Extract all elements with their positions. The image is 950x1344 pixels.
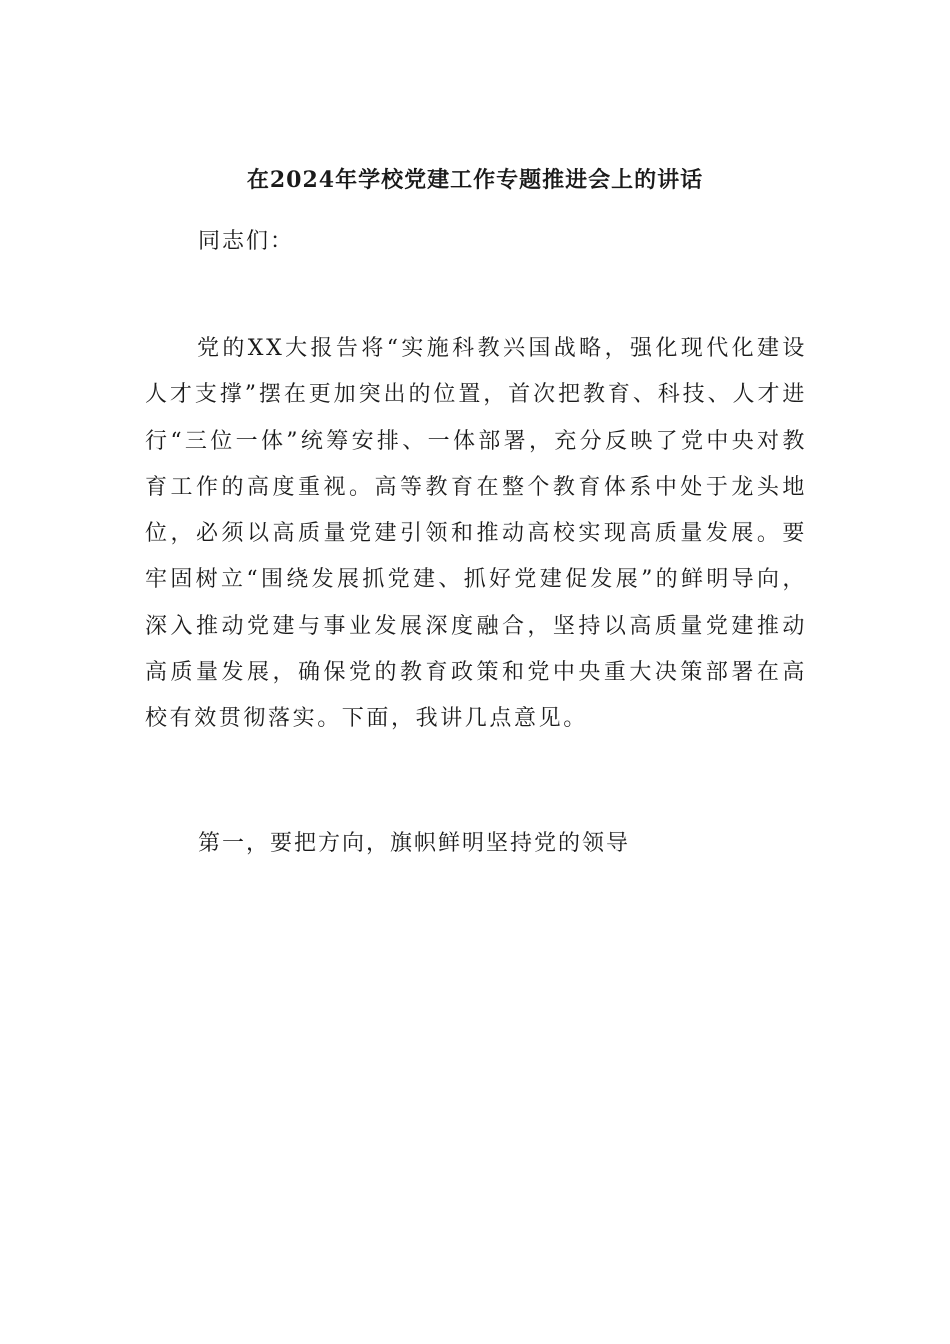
salutation: 同志们：: [198, 229, 295, 254]
section-heading: 第一，要把方向，旗帜鲜明坚持党的领导: [198, 831, 631, 856]
document-title: 在2024年学校党建工作专题推进会上的讲话: [246, 167, 704, 193]
body-paragraph: 党的XX大报告将“实施科教兴国战略，强化现代化建设人才支撑”摆在更加突出的位置，首次把教育、科技、人才进行“三位一体”统筹安排、一体部署，充分反映了党中央对教育工作的高度重视。高等教育在整个教育体系中处于龙头地位，必须以高质量党建引领和推动高校实现高质量发展。要牢固树立“围绕发展抓党建、抓好党建促发展”的鲜明导向，深入推动党建与事业发展深度融合，坚持以高质量党建推动高质量发展，确保党的教育政策和党中央重大决策部署在高校有效贯彻落实。下面，我讲几点意见。: [145, 336, 807, 732]
